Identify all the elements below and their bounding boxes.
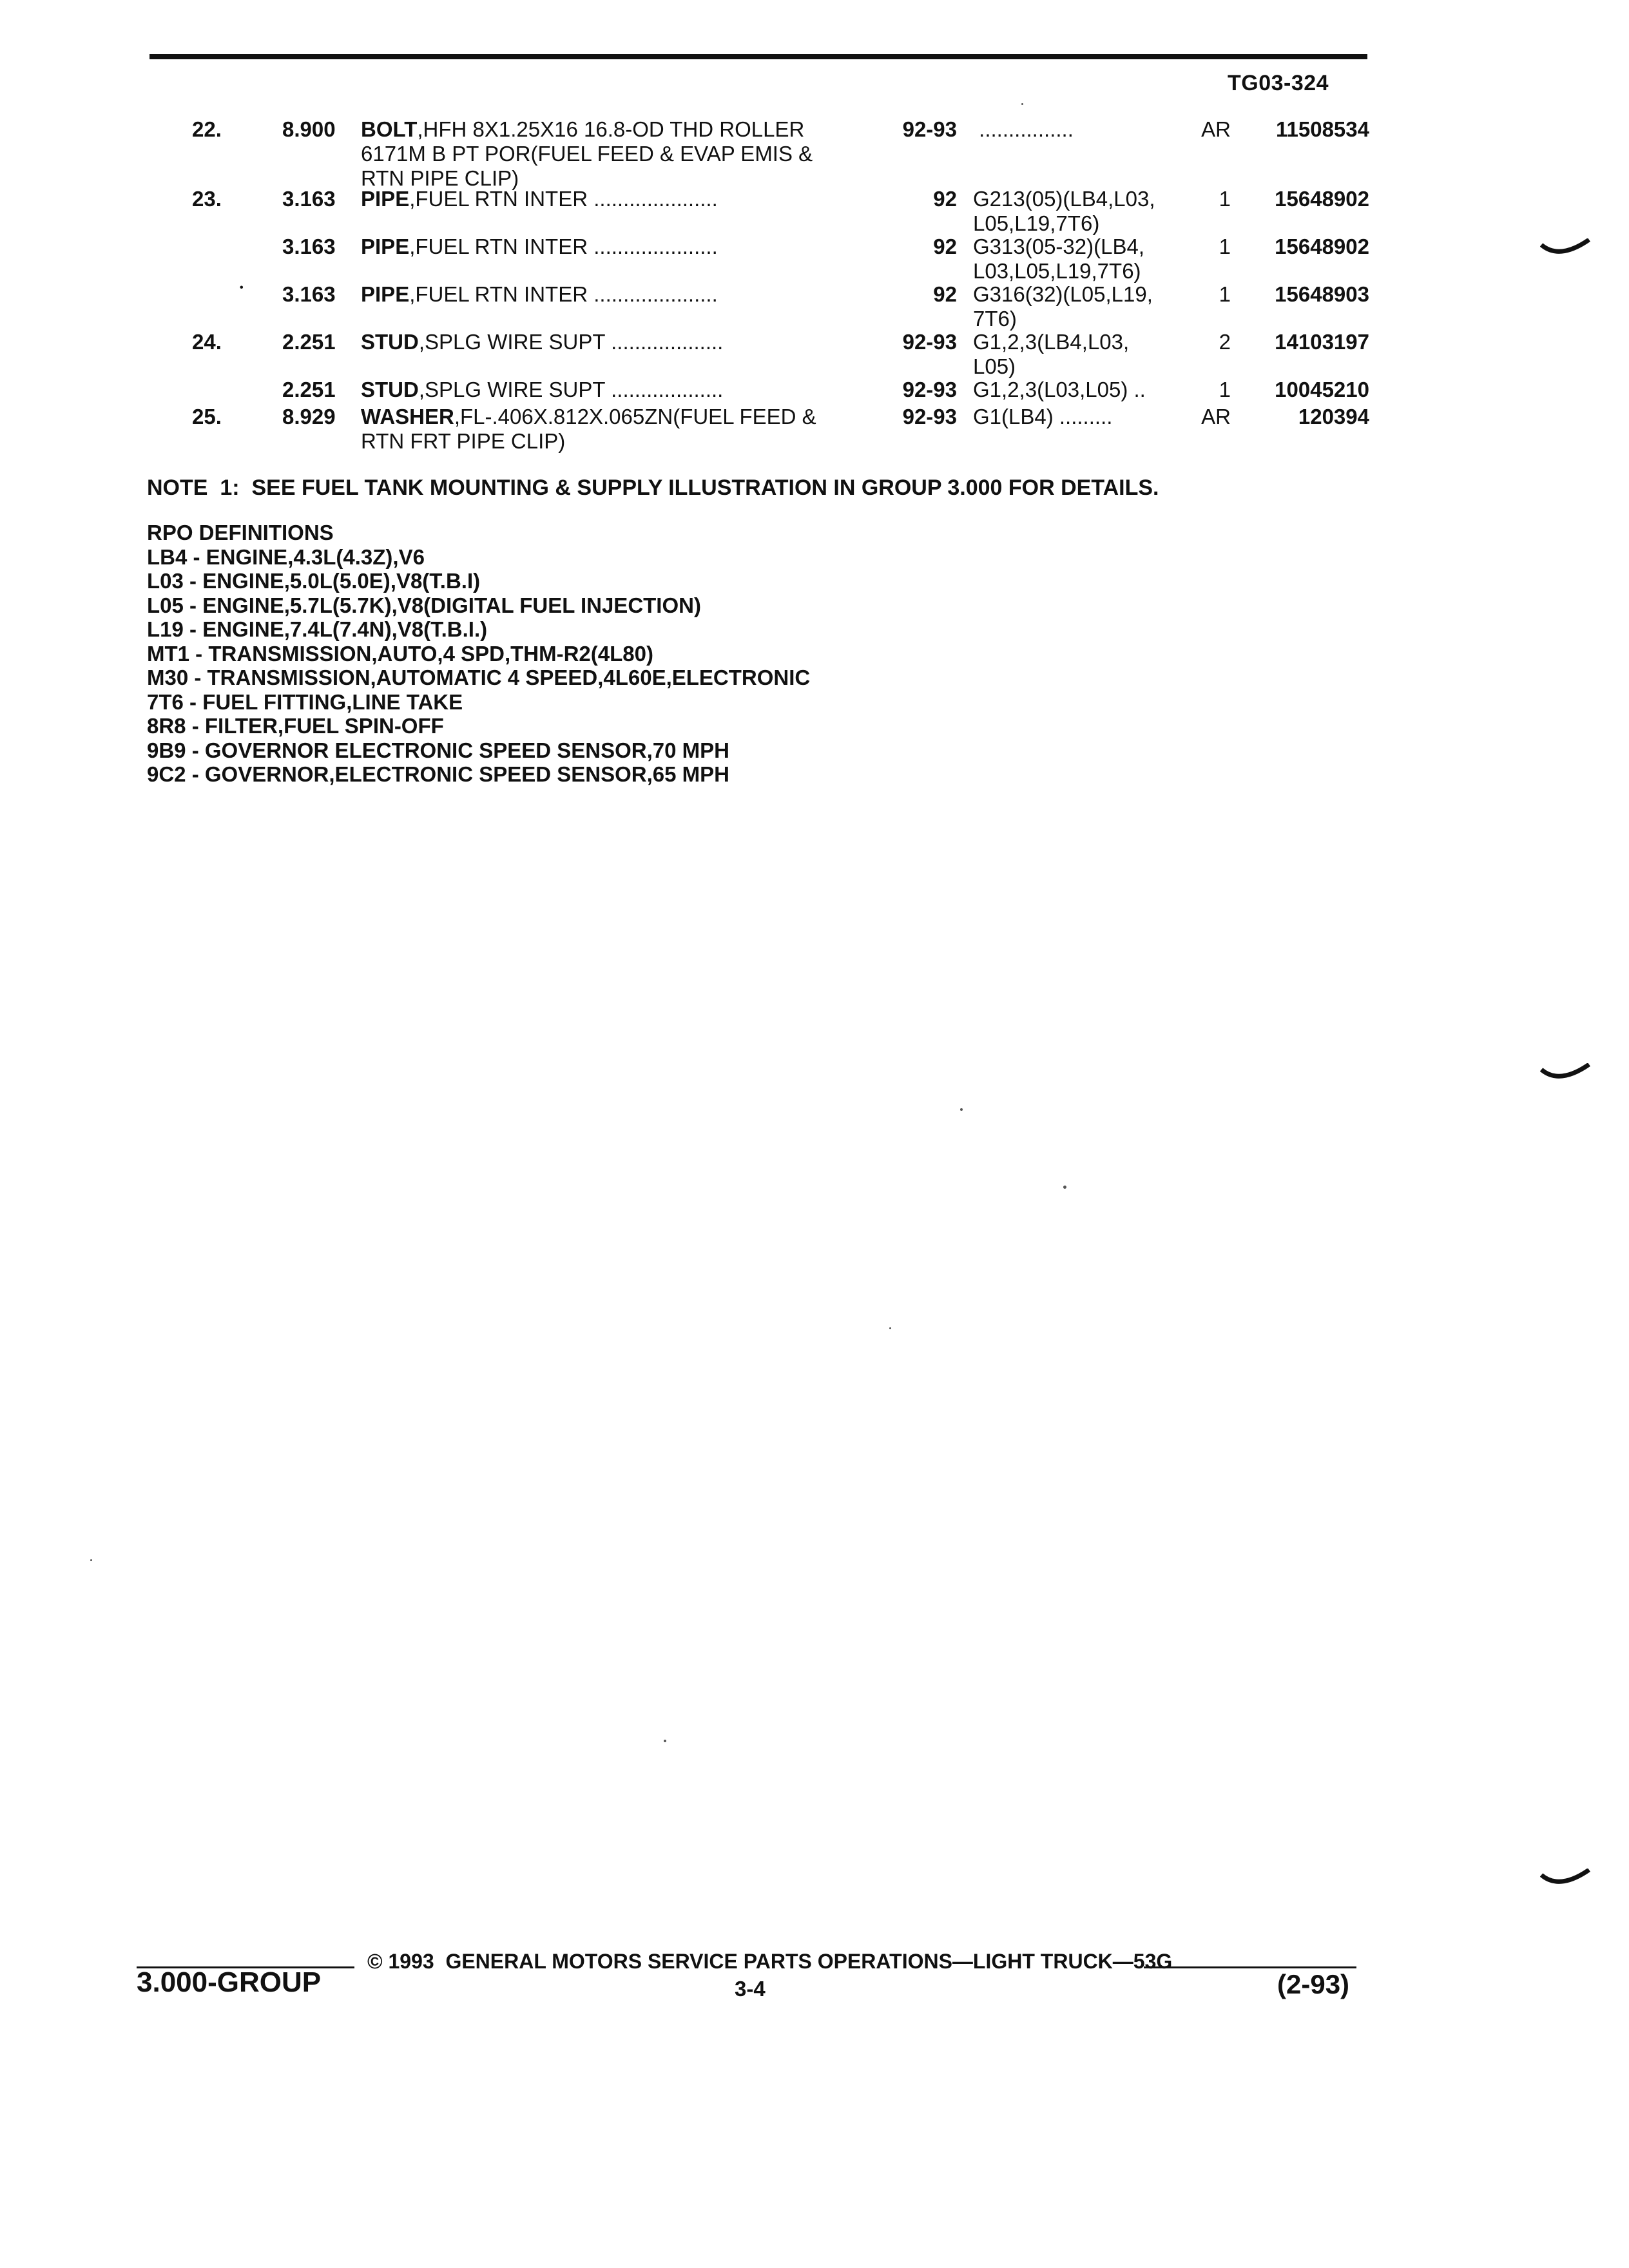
part-number: 120394: [1298, 405, 1369, 428]
usage-line: G313(05-32)(LB4,: [973, 235, 1144, 258]
part-spec: ,SPLG WIRE SUPT ...................: [418, 378, 724, 401]
model-usage: [973, 378, 1205, 402]
part-name: WASHER: [361, 405, 454, 428]
rpo-item: L05 - ENGINE,5.7L(5.7K),V8(DIGITAL FUEL INJECTION): [147, 593, 701, 617]
row-bullet: •: [240, 282, 244, 293]
part-spec: ,FUEL RTN INTER .....................: [409, 282, 718, 306]
scan-speck: [664, 1740, 666, 1742]
part-spec: ,FUEL RTN INTER .....................: [409, 235, 718, 258]
footnote: NOTE 1: SEE FUEL TANK MOUNTING & SUPPLY ILLUSTRATION IN GROUP 3.000 FOR DETAILS.: [147, 476, 1159, 500]
part-description: [361, 330, 876, 354]
description-line: [361, 330, 876, 354]
rpo-item: MT1 - TRANSMISSION,AUTO,4 SPD,THM-R2(4L80): [147, 641, 653, 666]
description-line: RTN PIPE CLIP): [361, 166, 519, 190]
part-description: [361, 235, 876, 259]
quantity: 1: [1219, 187, 1231, 211]
rpo-item: 9C2 - GOVERNOR,ELECTRONIC SPEED SENSOR,65 MPH: [147, 762, 730, 786]
part-spec: ,FL-.406X.812X.065ZN(FUEL FEED &: [454, 405, 816, 428]
part-description: [361, 378, 876, 402]
ref-number: 23.: [192, 187, 222, 211]
description-line: 6171M B PT POR(FUEL FEED & EVAP EMIS &: [361, 142, 813, 166]
group-number: 8.929: [282, 405, 336, 428]
group-number: 3.163: [282, 235, 336, 258]
description-line: [361, 117, 876, 142]
binder-hole-mark: [1540, 1869, 1590, 1888]
part-name: PIPE: [361, 187, 410, 211]
quantity: 1: [1219, 282, 1231, 306]
rpo-item: L03 - ENGINE,5.0L(5.0E),V8(T.B.I): [147, 569, 481, 593]
part-number: 15648903: [1275, 282, 1369, 306]
scan-speck: [960, 1108, 963, 1111]
model-years: 92: [933, 235, 957, 258]
part-spec: ,HFH 8X1.25X16 16.8-OD THD ROLLER: [417, 117, 805, 141]
rpo-title: RPO DEFINITIONS: [147, 521, 334, 544]
model-usage: [973, 187, 1205, 236]
group-number: 8.900: [282, 117, 336, 141]
model-years: 92: [933, 282, 957, 306]
part-name: PIPE: [361, 282, 410, 306]
usage-line: L05,L19,7T6): [973, 211, 1100, 235]
part-description: [361, 117, 876, 191]
rpo-item: LB4 - ENGINE,4.3L(4.3Z),V6: [147, 544, 425, 569]
usage-line: ................: [973, 117, 1074, 141]
description-line: RTN FRT PIPE CLIP): [361, 429, 566, 453]
scan-speck: [1063, 1186, 1066, 1189]
part-description: [361, 282, 876, 307]
ref-number: 24.: [192, 330, 222, 354]
part-description: [361, 187, 876, 211]
description-line: [361, 282, 876, 307]
quantity: AR: [1201, 117, 1231, 141]
part-name: PIPE: [361, 235, 410, 258]
model-usage: [973, 330, 1205, 379]
rpo-item: 9B9 - GOVERNOR ELECTRONIC SPEED SENSOR,70 MPH: [147, 738, 730, 762]
group-number: 3.163: [282, 187, 336, 211]
description-line: [361, 235, 876, 259]
model-years: 92-93: [902, 117, 957, 141]
model-years: 92: [933, 187, 957, 211]
part-number: 15648902: [1275, 235, 1369, 258]
part-description: [361, 405, 876, 454]
document-id: TG03-324: [1228, 71, 1329, 95]
group-number: 2.251: [282, 378, 336, 401]
header-rule: [149, 54, 1367, 59]
model-usage: [973, 235, 1205, 284]
quantity: AR: [1201, 405, 1231, 428]
part-name: STUD: [361, 378, 419, 401]
scan-speck: [889, 1327, 891, 1329]
ref-number: 25.: [192, 405, 222, 428]
rpo-item: M30 - TRANSMISSION,AUTOMATIC 4 SPEED,4L60E,ELECTRONIC: [147, 666, 811, 689]
page-number: 3-4: [735, 1977, 766, 2001]
footer-rule-right: [1144, 1966, 1356, 1968]
part-number: 15648902: [1275, 187, 1369, 211]
model-usage: [973, 282, 1205, 331]
part-number: 10045210: [1275, 378, 1369, 401]
model-years: 92-93: [902, 330, 957, 354]
usage-line: 7T6): [973, 307, 1017, 331]
revision-date: (2-93): [1277, 1969, 1350, 1999]
part-number: 11508534: [1275, 117, 1369, 141]
binder-hole-mark: [1540, 238, 1590, 258]
ref-number: 22.: [192, 117, 222, 141]
quantity: 2: [1219, 330, 1231, 354]
usage-line: G213(05)(LB4,L03,: [973, 187, 1155, 211]
usage-line: L05): [973, 354, 1016, 378]
rpo-list: [147, 545, 810, 787]
group-number: 2.251: [282, 330, 336, 354]
part-number: 14103197: [1275, 330, 1369, 354]
binder-hole-mark: [1540, 1063, 1590, 1082]
rpo-item: 7T6 - FUEL FITTING,LINE TAKE: [147, 689, 463, 714]
rpo-definitions: [147, 521, 810, 787]
scan-speck: [90, 1559, 92, 1561]
group-number: 3.163: [282, 282, 336, 306]
rpo-item: 8R8 - FILTER,FUEL SPIN-OFF: [147, 714, 444, 738]
quantity: 1: [1219, 235, 1231, 258]
part-spec: ,SPLG WIRE SUPT ...................: [418, 330, 724, 354]
model-usage: [973, 117, 1205, 142]
usage-line: G1,2,3(L03,L05) ..: [973, 378, 1146, 401]
model-years: 92-93: [902, 405, 957, 428]
description-line: [361, 378, 876, 402]
description-line: [361, 187, 876, 211]
part-name: STUD: [361, 330, 419, 354]
copyright-line: © 1993 GENERAL MOTORS SERVICE PARTS OPERATIONS—LIGHT TRUCK—53G: [367, 1950, 1173, 1973]
rpo-item: L19 - ENGINE,7.4L(7.4N),V8(T.B.I.): [147, 617, 488, 641]
description-line: [361, 405, 876, 429]
model-years: 92-93: [902, 378, 957, 401]
group-label: 3.000-GROUP: [137, 1966, 322, 1998]
usage-line: L03,L05,L19,7T6): [973, 259, 1141, 283]
model-usage: [973, 405, 1205, 429]
usage-line: G316(32)(L05,L19,: [973, 282, 1153, 306]
quantity: 1: [1219, 378, 1231, 401]
scan-speck: [1021, 103, 1023, 105]
part-spec: ,FUEL RTN INTER .....................: [409, 187, 718, 211]
usage-line: G1(LB4) .........: [973, 405, 1113, 428]
part-name: BOLT: [361, 117, 418, 141]
usage-line: G1,2,3(LB4,L03,: [973, 330, 1130, 354]
